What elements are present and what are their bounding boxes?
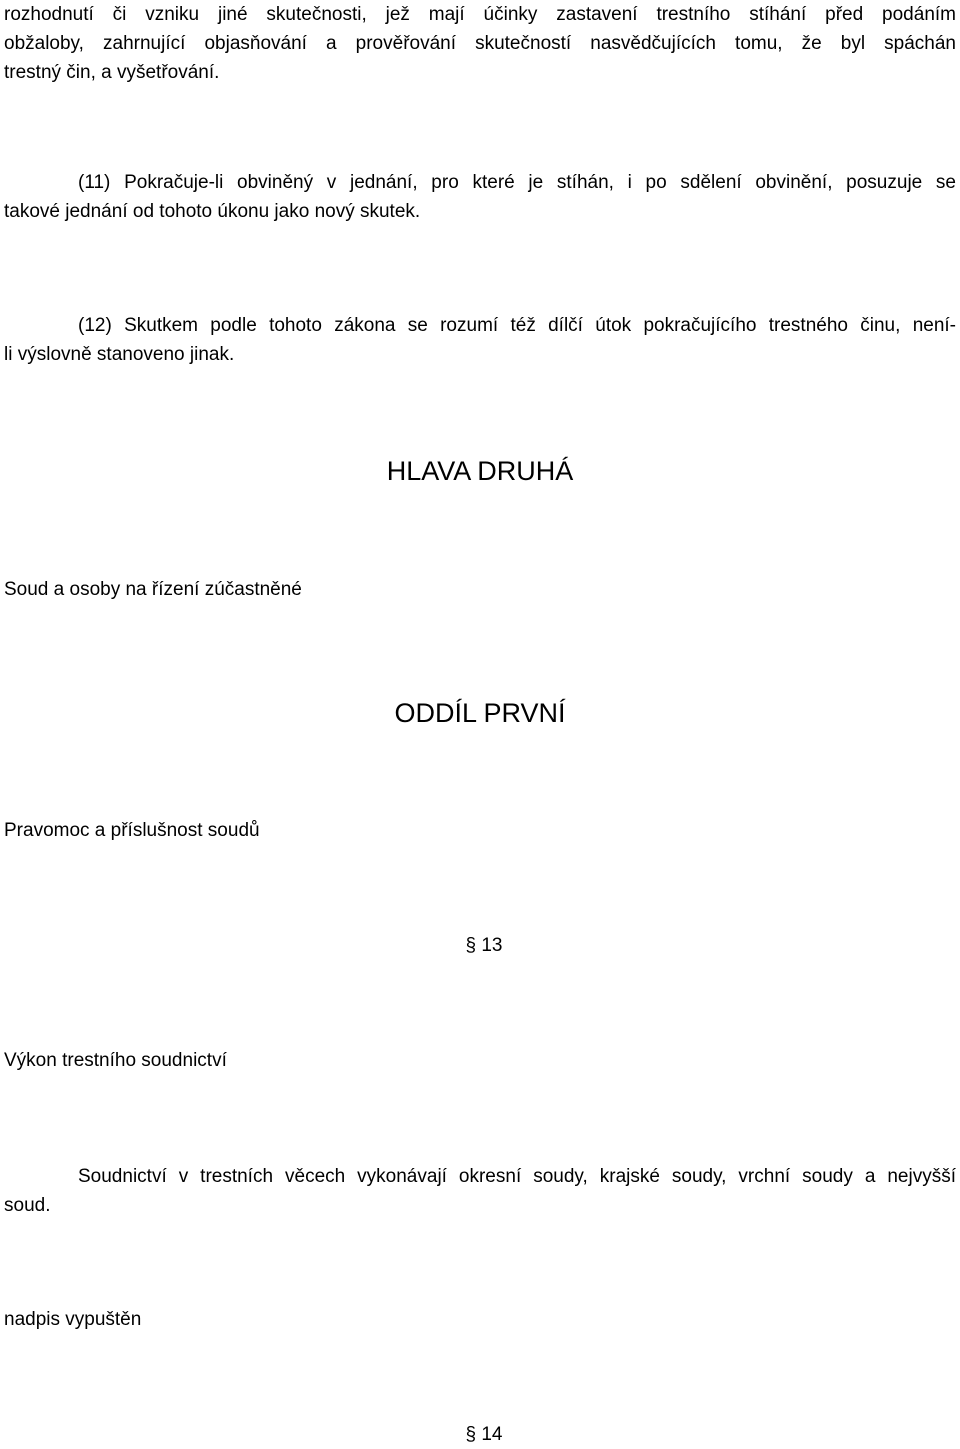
text-line: Soudnictví v trestních věcech vykonávají okresní soudy, krajské soudy, vrchní soudy a nejvyšší (78, 1166, 956, 1187)
text-line: li výslovně stanoveno jinak. (4, 344, 235, 365)
chapter-title: Soud a osoby na řízení zúčastněné (4, 579, 302, 600)
continuation-paragraph (4, 0, 956, 87)
paragraph-12 (4, 311, 956, 369)
text-line: trestný čin, a vyšetřování. (4, 62, 220, 83)
text-line: (11) Pokračuje-li obviněný v jednání, pro které je stíhán, i po sdělení obvinění, posuzuje se (78, 172, 956, 193)
text-line: obžaloby, zahrnující objasňování a prověřování skutečností nasvědčujících tomu, že byl spáchán (4, 33, 956, 54)
section-13-text (4, 1162, 956, 1220)
omitted-heading-note: nadpis vypuštěn (4, 1309, 142, 1330)
division-heading: ODDÍL PRVNÍ (394, 698, 566, 728)
section-13-title: Výkon trestního soudnictví (4, 1050, 227, 1071)
text-line: rozhodnutí či vzniku jiné skutečnosti, jež mají účinky zastavení trestního stíhání před podáním (4, 4, 956, 25)
text-line: (12) Skutkem podle tohoto zákona se rozumí též dílčí útok pokračujícího trestného činu, není- (78, 315, 956, 336)
paragraph-11 (4, 168, 956, 226)
text-line: takové jednání od tohoto úkonu jako nový skutek. (4, 201, 421, 222)
section-13-mark: § 13 (465, 935, 503, 956)
chapter-heading: HLAVA DRUHÁ (386, 456, 574, 486)
section-14-mark: § 14 (465, 1424, 503, 1445)
text-line: soud. (4, 1195, 51, 1216)
division-title: Pravomoc a příslušnost soudů (4, 820, 260, 841)
